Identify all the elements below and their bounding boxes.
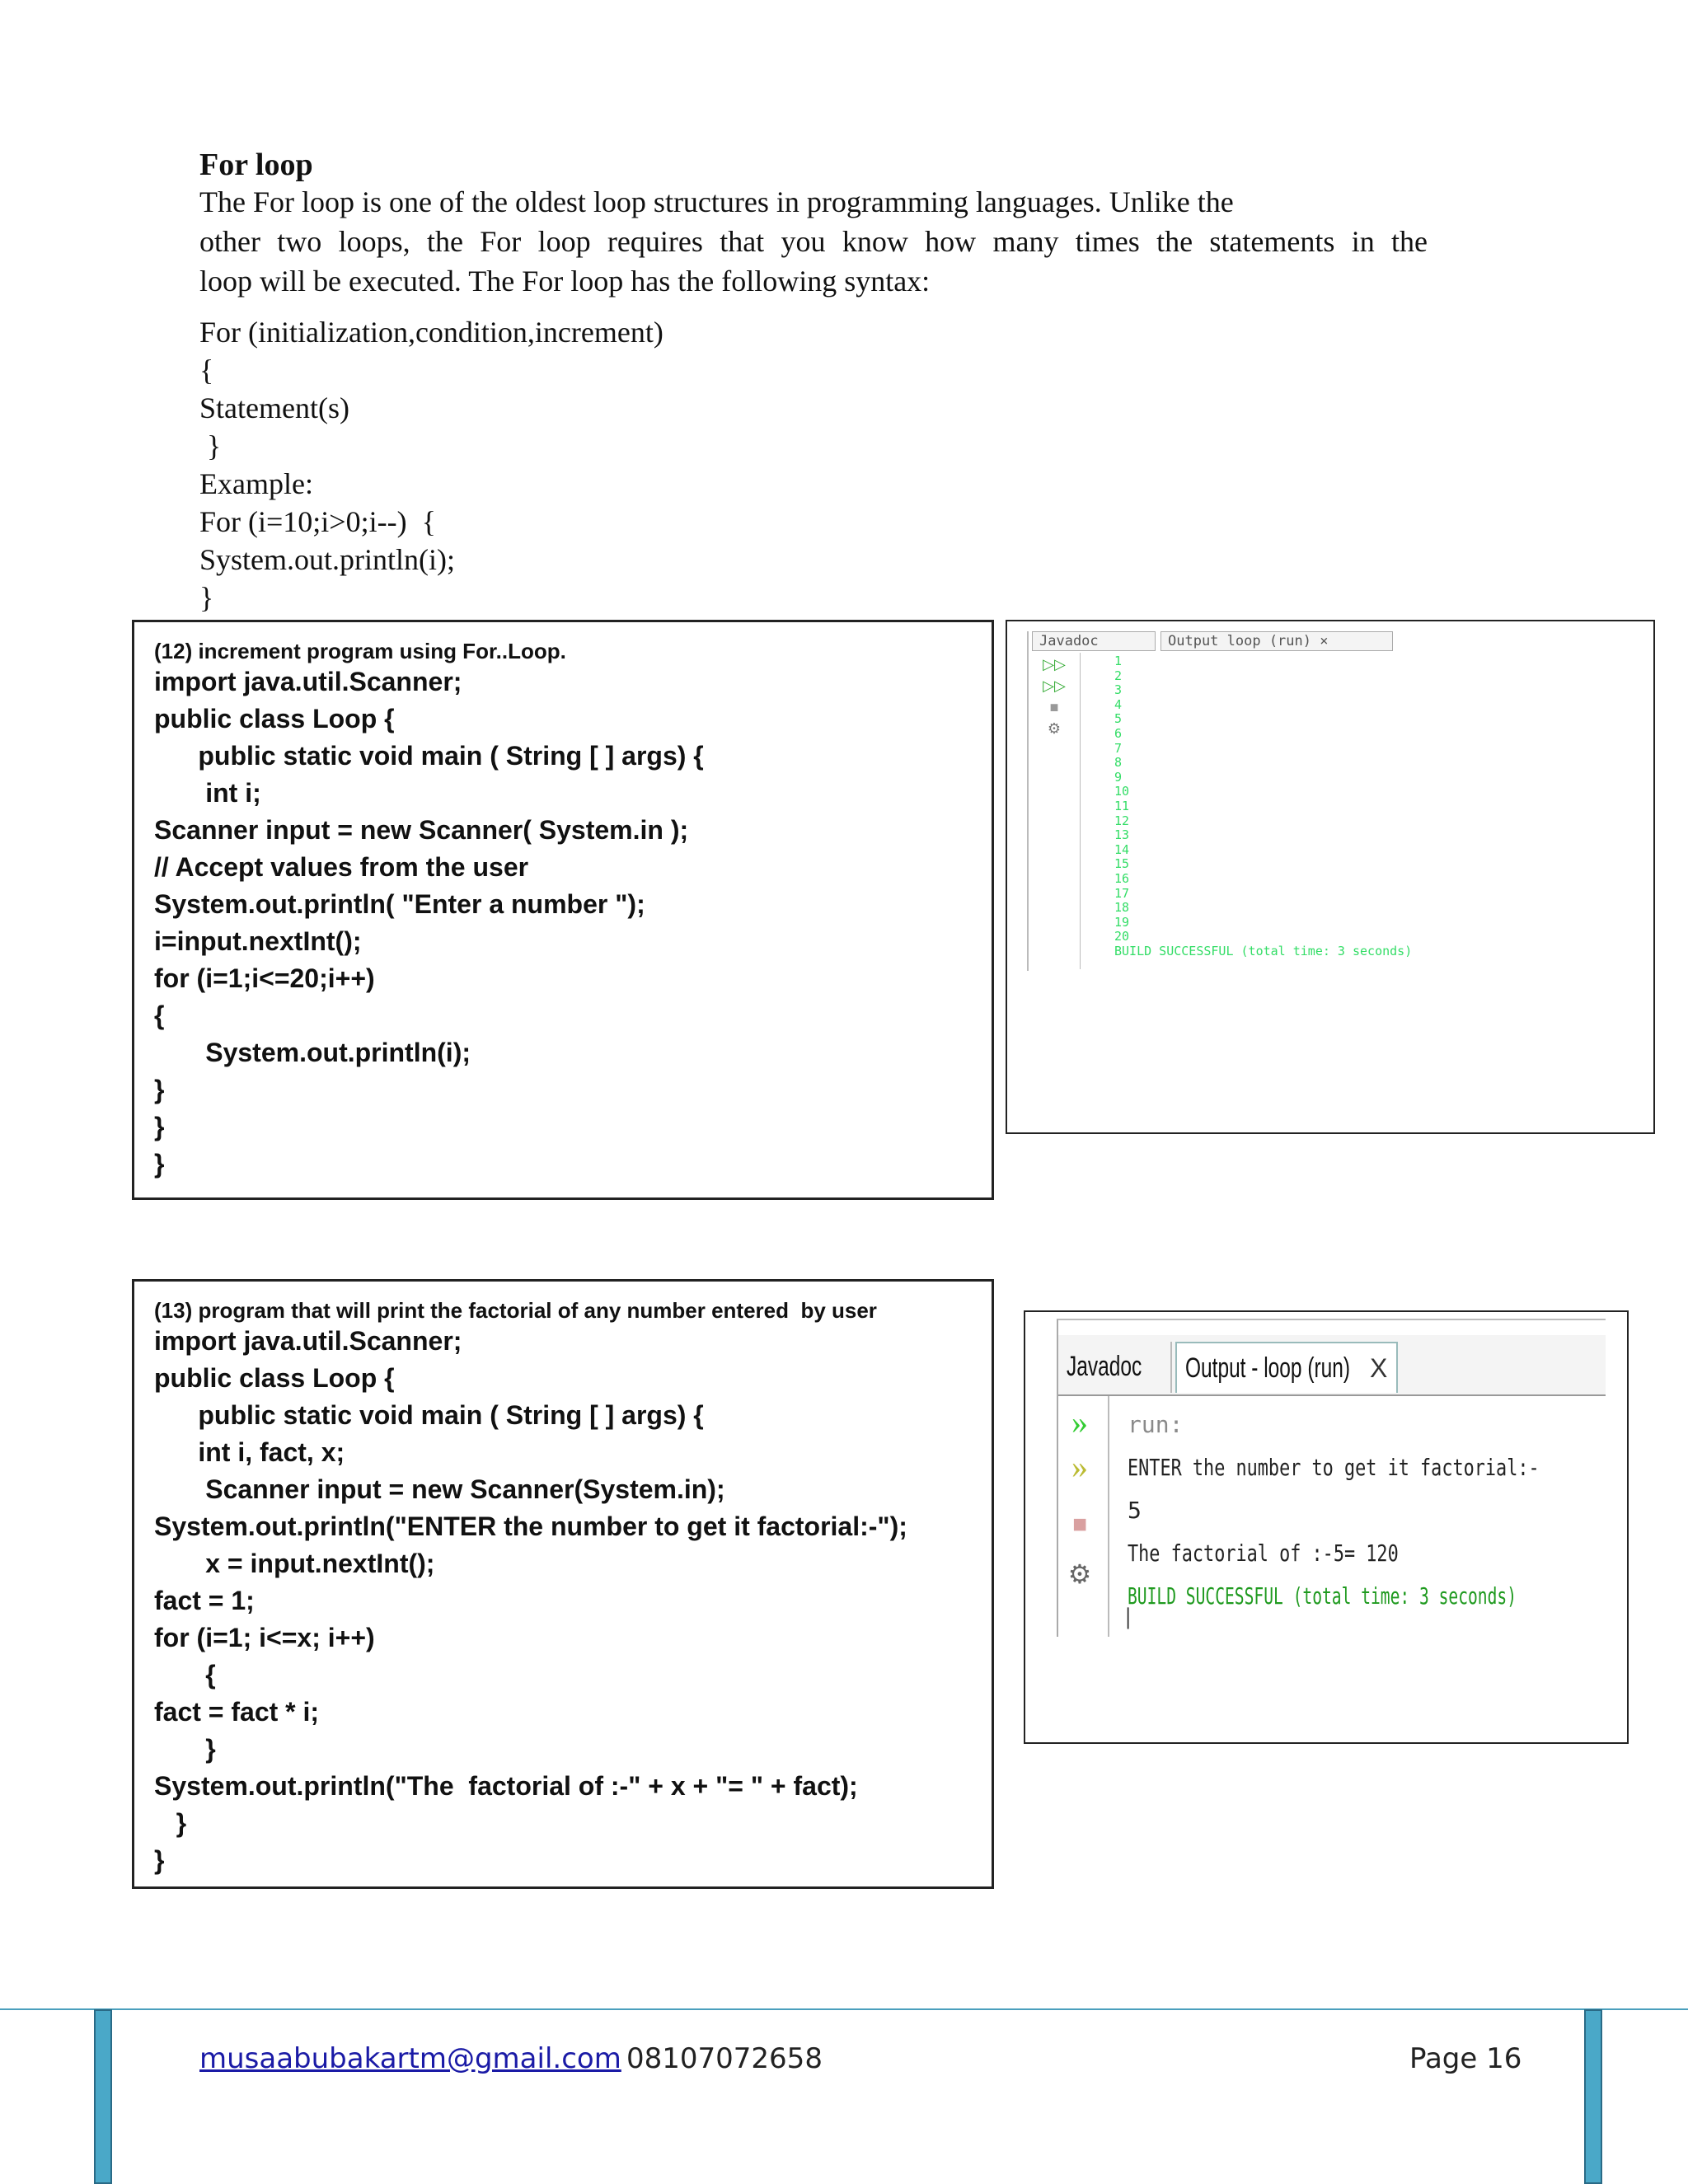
intro-paragraph-line: loop will be executed. The For loop has the following syntax: xyxy=(199,265,931,298)
output-tab-bar xyxy=(1058,1335,1606,1396)
tab-output-label: Output - loop (run) xyxy=(1185,1352,1351,1384)
code-line: i=input.nextInt(); xyxy=(154,926,362,956)
syntax-line: } xyxy=(199,429,222,462)
code-line: Scanner input = new Scanner( System.in ); xyxy=(154,815,689,845)
tab-javadoc-label: Javadoc xyxy=(1067,1351,1142,1382)
code-line: } xyxy=(154,1075,165,1104)
output-number-line: 7 xyxy=(1114,740,1123,756)
output-build-line: BUILD SUCCESSFUL (total time: 3 seconds) xyxy=(1114,944,1413,958)
output-number-line: 8 xyxy=(1114,755,1123,771)
output-number-line: 6 xyxy=(1114,726,1123,741)
output-gutter xyxy=(1058,1396,1109,1637)
syntax-line: { xyxy=(199,354,214,387)
output-number-line: 11 xyxy=(1114,799,1130,813)
output-window-program-13 xyxy=(1057,1319,1606,1637)
output-number-line: 3 xyxy=(1114,682,1123,698)
output-number-line: 17 xyxy=(1114,885,1130,901)
code-line: { xyxy=(154,1001,165,1030)
rerun-icon[interactable]: ▷▷ xyxy=(1043,677,1066,694)
code-line: public class Loop { xyxy=(154,1363,395,1393)
output-number-line: 14 xyxy=(1114,841,1130,857)
code-line: System.out.println(i); xyxy=(154,1038,471,1067)
output-line-result: The factorial of :-5= 120 xyxy=(1128,1540,1399,1567)
output-line-prompt: ENTER the number to get it factorial:- xyxy=(1128,1454,1540,1481)
output-number-line: 1 xyxy=(1114,654,1123,668)
syntax-line: Example: xyxy=(199,467,313,500)
code-line: fact = 1; xyxy=(154,1586,255,1615)
output-number-line: 9 xyxy=(1114,769,1123,785)
text-cursor: ▏ xyxy=(1128,1609,1139,1629)
footer-phone: 08107072658 xyxy=(626,2042,823,2075)
output-number-line: 19 xyxy=(1114,914,1130,930)
output-number-line: 10 xyxy=(1114,784,1130,799)
page-number: Page 16 xyxy=(1409,2042,1522,2075)
stop-icon[interactable]: ■ xyxy=(1071,1511,1088,1538)
output-number-line: 18 xyxy=(1114,900,1130,916)
footer-email-link[interactable]: musaabubakartm@gmail.com xyxy=(199,2042,621,2075)
close-icon[interactable]: X xyxy=(1370,1353,1388,1383)
code-line: } xyxy=(154,1808,187,1838)
code-line: public static void main ( String [ ] args) { xyxy=(154,1400,704,1430)
code-line: for (i=1; i<=x; i++) xyxy=(154,1623,375,1652)
output-line-build: BUILD SUCCESSFUL (total time: 3 seconds) xyxy=(1128,1582,1517,1610)
output-line-run: run: xyxy=(1128,1411,1184,1438)
code-line: import java.util.Scanner; xyxy=(154,1326,462,1356)
output-number-line: 4 xyxy=(1114,696,1123,712)
code-line: Scanner input = new Scanner(System.in); xyxy=(154,1474,725,1504)
output-number-line: 2 xyxy=(1114,668,1123,683)
footer-right-bar xyxy=(1584,2009,1602,2184)
settings-icon[interactable]: ⚙ xyxy=(1067,1559,1092,1589)
output-number-line: 13 xyxy=(1114,827,1130,843)
rerun-icon[interactable]: » xyxy=(1071,1404,1088,1441)
code-line: public static void main ( String [ ] args) { xyxy=(154,741,704,771)
output-line-input: 5 xyxy=(1128,1497,1142,1524)
code-line: fact = fact * i; xyxy=(154,1697,320,1727)
code-line: import java.util.Scanner; xyxy=(154,667,462,696)
syntax-line: For (i=10;i>0;i--) { xyxy=(199,505,436,538)
stop-icon[interactable]: ■ xyxy=(1049,699,1059,715)
output-number-line: 5 xyxy=(1114,711,1123,727)
output-number-line: 16 xyxy=(1114,871,1130,886)
output-number-line: 12 xyxy=(1114,813,1130,828)
code-box-program-12 xyxy=(132,620,994,1200)
code-line: } xyxy=(154,1149,165,1179)
rerun-with-args-icon[interactable]: » xyxy=(1071,1448,1088,1485)
syntax-line: System.out.println(i); xyxy=(199,543,455,576)
tab-output[interactable]: Output loop (run) × xyxy=(1160,631,1393,651)
code-caption: (12) increment program using For..Loop. xyxy=(154,639,566,663)
code-line: public class Loop { xyxy=(154,704,395,733)
tab-output-loop-run[interactable] xyxy=(1175,1342,1398,1393)
code-line: System.out.println("The factorial of :-" + x + "= " + fact); xyxy=(154,1771,858,1801)
code-line: // Accept values from the user xyxy=(154,852,529,882)
code-line: int i, fact, x; xyxy=(154,1437,345,1467)
intro-paragraph-line: The For loop is one of the oldest loop structures in programming languages. Unlike the xyxy=(199,185,1234,218)
code-line: } xyxy=(154,1734,216,1764)
code-caption: (13) program that will print the factorial of any number entered by user xyxy=(154,1298,877,1323)
output-number-line: 20 xyxy=(1114,929,1130,944)
intro-paragraph-line: other two loops, the For loop requires that you know how many times the statements in the xyxy=(199,225,1428,258)
output-number-line: 15 xyxy=(1114,856,1130,872)
code-line: System.out.println( "Enter a number "); xyxy=(154,889,645,919)
code-line: { xyxy=(154,1660,216,1690)
code-line: int i; xyxy=(154,778,261,808)
footer-left-bar xyxy=(94,2009,112,2184)
tab-javadoc[interactable] xyxy=(1058,1342,1172,1393)
footer-rule xyxy=(0,2008,1688,2010)
settings-icon[interactable]: ⚙ xyxy=(1047,720,1062,737)
code-box-program-13 xyxy=(132,1279,994,1889)
code-line: } xyxy=(154,1112,165,1141)
code-line: for (i=1;i<=20;i++) xyxy=(154,963,375,993)
tab-javadoc[interactable]: Javadoc xyxy=(1032,631,1156,651)
section-heading: For loop xyxy=(199,148,313,182)
code-line: } xyxy=(154,1845,165,1875)
code-line: System.out.println("ENTER the number to get it factorial:-"); xyxy=(154,1511,907,1541)
syntax-line: Statement(s) xyxy=(199,391,349,424)
syntax-line: For (initialization,condition,increment) xyxy=(199,316,663,349)
output-window-program-12 xyxy=(1027,631,1622,971)
syntax-line: } xyxy=(199,581,214,614)
code-line: x = input.nextInt(); xyxy=(154,1549,435,1578)
output-gutter xyxy=(1029,653,1081,969)
rerun-icon[interactable]: ▷▷ xyxy=(1043,656,1066,673)
